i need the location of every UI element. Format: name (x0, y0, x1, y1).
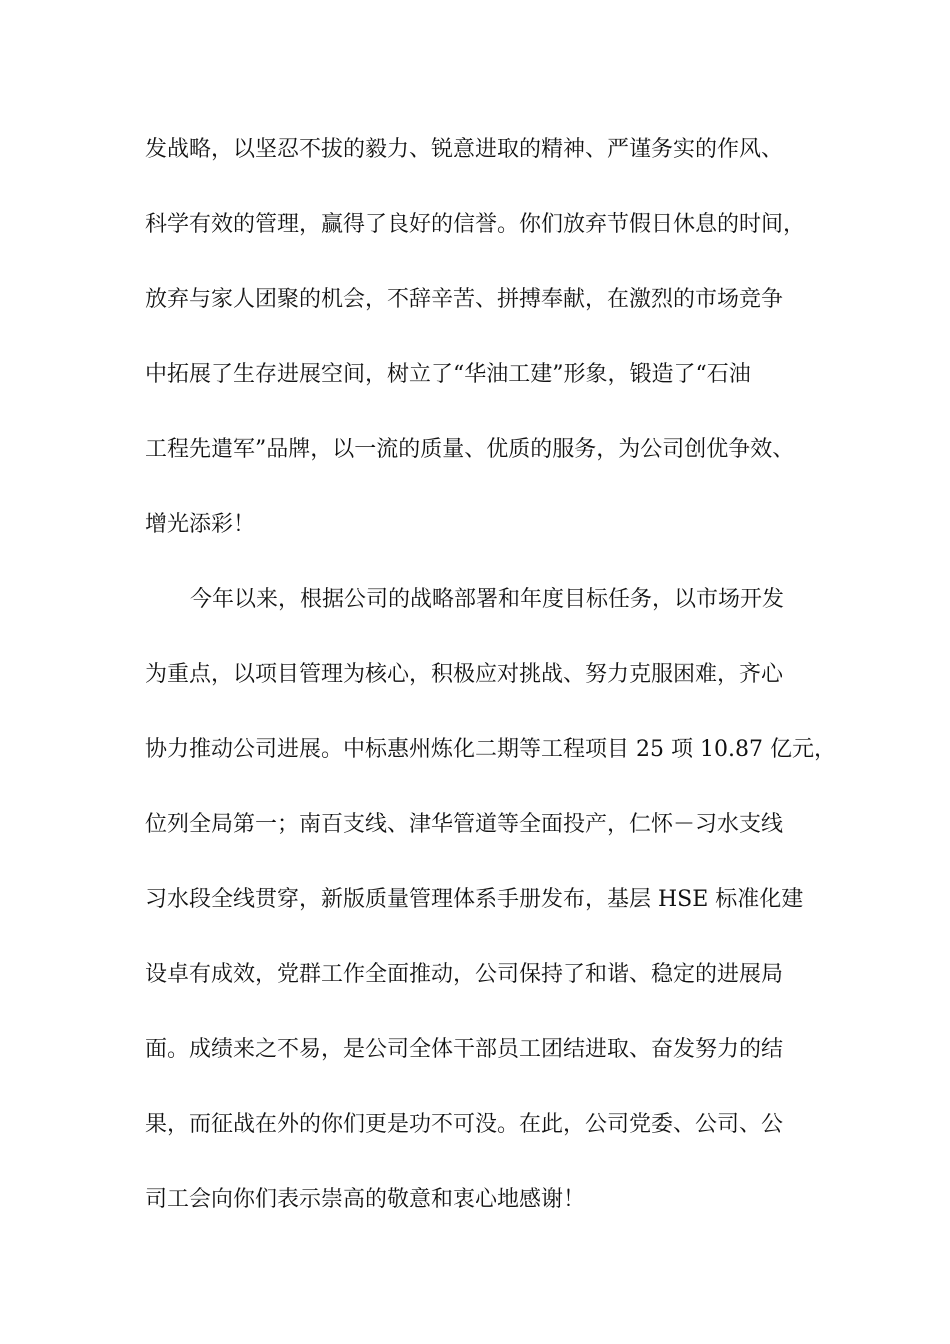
text-line: 放弃与家人团聚的机会，不辞辛苦、拼搏奉献，在激烈的市场竞争 (145, 287, 784, 312)
text-line: 发战略，以坚忍不拔的毅力、锐意进取的精神、严谨务实的作风、 (145, 137, 784, 162)
text-line: 果，而征战在外的你们更是功不可没。在此，公司党委、公司、公 (145, 1112, 784, 1137)
text-line: 习水段全线贯穿，新版质量管理体系手册发布，基层 HSE 标准化建 (145, 887, 804, 912)
text-line: 今年以来，根据公司的战略部署和年度目标任务，以市场开发 (190, 587, 785, 612)
text-line: 中拓展了生存进展空间，树立了“华油工建”形象，锻造了“石油 (145, 362, 751, 387)
text-line: 司工会向你们表示崇高的敬意和衷心地感谢！ (145, 1187, 586, 1212)
text-line: 工程先遣军”品牌，以一流的质量、优质的服务，为公司创优争效、 (145, 437, 795, 462)
text-line: 科学有效的管理，赢得了良好的信誉。你们放弃节假日休息的时间， (145, 212, 806, 237)
text-line: 增光添彩！ (145, 512, 256, 537)
text-line: 设卓有成效，党群工作全面推动，公司保持了和谐、稳定的进展局 (145, 962, 784, 987)
text-line: 面。成绩来之不易，是公司全体干部员工团结进取、奋发努力的结 (145, 1037, 784, 1062)
text-line: 为重点，以项目管理为核心，积极应对挑战、努力克服困难，齐心 (145, 662, 784, 687)
text-line: 协力推动公司进展。中标惠州炼化二期等工程项目 25 项 10.87 亿元， (145, 737, 836, 762)
text-line: 位列全局第一；南百支线、津华管道等全面投产，仁怀－习水支线 (145, 812, 784, 837)
